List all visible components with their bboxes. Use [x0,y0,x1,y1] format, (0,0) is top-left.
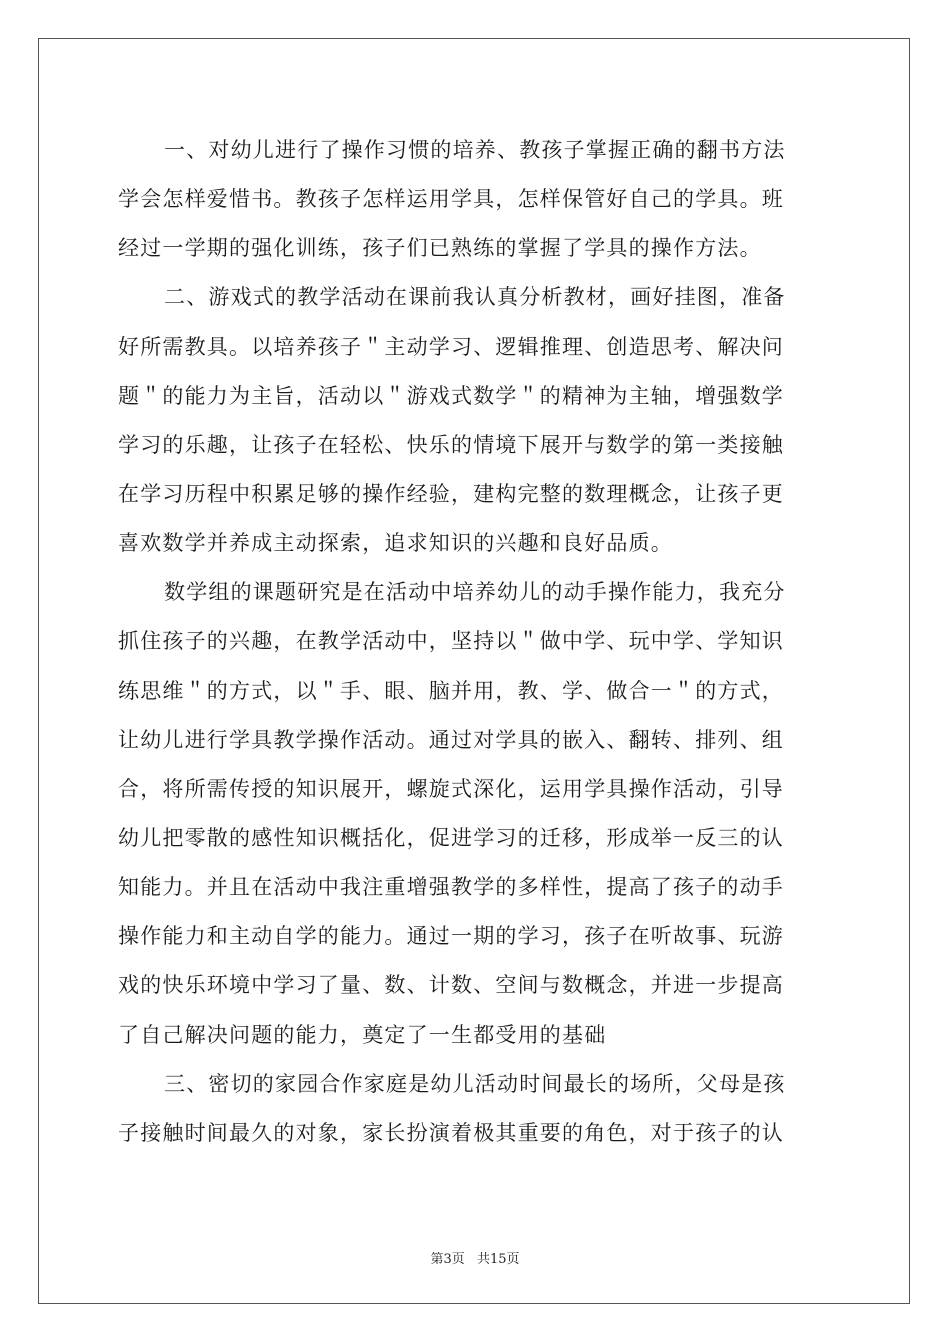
text-line: 数学组的课题研究是在活动中培养幼儿的动手操作能力，我充分 [164,580,786,605]
text-line: 知能力。并且在活动中我注重增强教学的多样性，提高了孩子的动手 [118,875,784,900]
text-line: 幼儿把零散的感性知识概括化，促进学习的迁移，形成举一反三的认 [118,825,784,850]
text-line: 戏的快乐环境中学习了量、数、计数、空间与数概念，并进一步提高 [118,973,784,998]
text-line: 一、对幼儿进行了操作习惯的培养、教孩子掌握正确的翻书方法 [164,138,786,162]
page-footer [0,1248,950,1267]
text-line: 三、密切的家园合作家庭是幼儿活动时间最长的场所，父母是孩 [164,1071,786,1096]
text-line: 二、游戏式的教学活动在课前我认真分析教材，画好挂图，准备 [164,285,786,310]
page-total: 共15页 [476,1252,520,1267]
text-line: 子接触时间最久的对象，家长扮演着极其重要的角色，对于孩子的认 [118,1120,784,1145]
text-line: 好所需教具。以培养孩子＂主动学习、逻辑推理、创造思考、解决问 [118,334,784,359]
text-line: 学会怎样爱惜书。教孩子怎样运用学具，怎样保管好自己的学具。班 [118,187,784,212]
page-number: 第3页 [430,1252,465,1267]
text-line: 抓住孩子的兴趣，在教学活动中，坚持以＂做中学、玩中学、学知识 [118,629,784,654]
text-line: 喜欢数学并养成主动探索，追求知识的兴趣和良好品质。 [118,531,673,556]
text-line: 操作能力和主动自学的能力。通过一期的学习，孩子在听故事、玩游 [118,924,784,949]
text-line: 练思维＂的方式，以＂手、眼、脑并用，教、学、做合一＂的方式， [118,678,784,703]
text-line: 题＂的能力为主旨，活动以＂游戏式数学＂的精神为主轴，增强数学 [118,383,784,408]
text-line: 在学习历程中积累足够的操作经验，建构完整的数理概念，让孩子更 [118,481,784,506]
text-line: 学习的乐趣，让孩子在轻松、快乐的情境下展开与数学的第一类接触 [118,432,784,457]
document-body [118,126,838,1158]
text-line: 合，将所需传授的知识展开，螺旋式深化，运用学具操作活动，引导 [118,776,784,801]
text-line: 了自己解决问题的能力，奠定了一生都受用的基础 [118,1022,607,1047]
text-line: 经过一学期的强化训练，孩子们已熟练的掌握了学具的操作方法。 [118,236,762,261]
text-line: 让幼儿进行学具教学操作活动。通过对学具的嵌入、翻转、排列、组 [118,727,784,752]
